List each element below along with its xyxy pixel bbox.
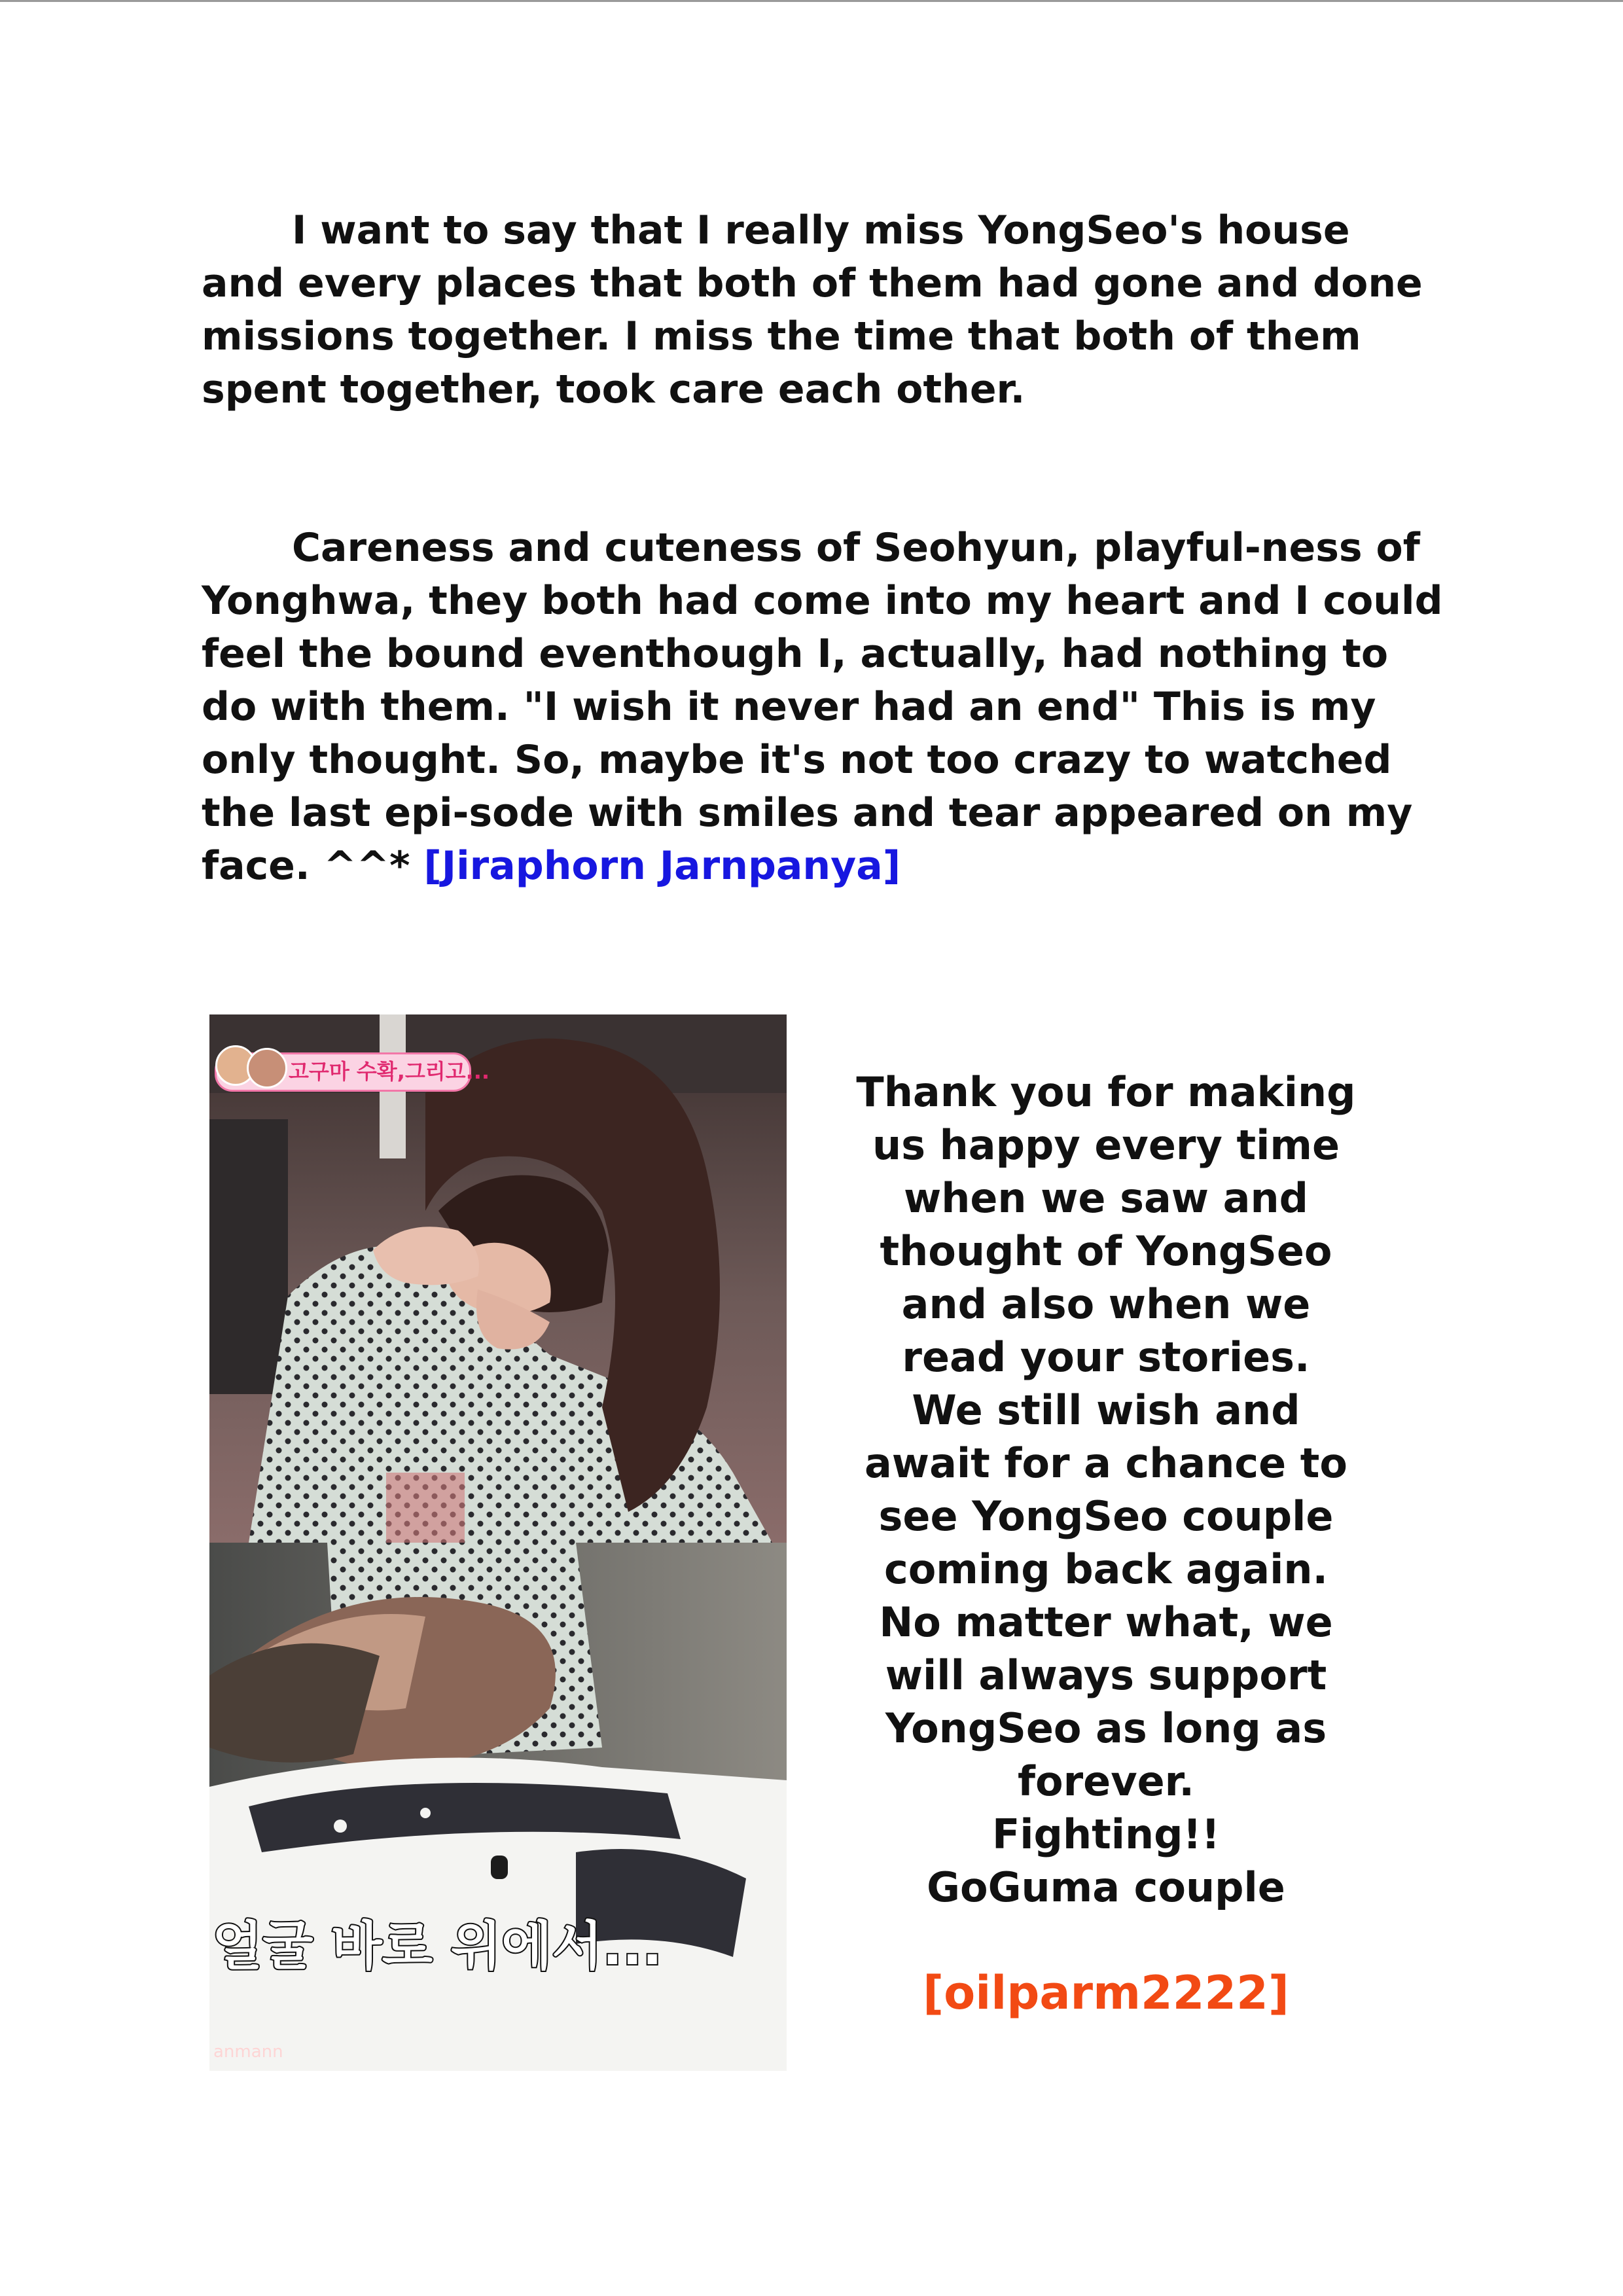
thanks-line: us happy every time: [872, 1121, 1340, 1169]
thanks-line: await for a chance to: [864, 1439, 1348, 1487]
couple-photo-collage: [209, 1014, 787, 2071]
thanks-line: coming back again.: [883, 1545, 1329, 1593]
thanks-line: when we saw and: [903, 1174, 1309, 1222]
thanks-line: GoGuma couple: [927, 1863, 1285, 1911]
photo-bottom-panel: [209, 1543, 787, 2071]
caption-top-badge: [215, 1052, 490, 1092]
author-oilparm: [oilparm2222]: [923, 1966, 1289, 2020]
thanks-line: see YongSeo couple: [878, 1492, 1334, 1540]
thanks-line: We still wish and: [912, 1386, 1300, 1434]
paragraph-careness: [202, 522, 1445, 893]
caption-bottom-text: 얼굴 바로 위에서...: [212, 1916, 662, 1977]
thanks-line: read your stories.: [902, 1333, 1310, 1381]
top-border-line: [0, 0, 1623, 2]
photo-top-panel: [209, 1014, 787, 1543]
avatar-girl: [247, 1048, 287, 1088]
spacer: [779, 1914, 1433, 1967]
paragraph-careness-text: Careness and cuteness of Seohyun, playful-ness of Yonghwa, they both had come into my heart and I could feel the bound eventhough I, actually, had nothing to do with them. "I wish it never had an end" This is my only thought. So, maybe it's not too crazy to watched the last epi-sode with smiles and tear appeared on my face. ^^*: [202, 525, 1443, 889]
thanks-line: No matter what, we: [879, 1598, 1333, 1646]
thanks-line: forever.: [1018, 1757, 1194, 1805]
thank-you-message: [779, 1066, 1433, 2020]
caption-top-text: 고구마 수확,그리고...: [289, 1059, 490, 1084]
paragraph-miss-yongseo: I want to say that I really miss YongSeo's house and every places that both of them had gone and done missions together. I miss the time that both of them spent together, took care each other.: [202, 207, 1423, 412]
thanks-line: will always support: [885, 1651, 1327, 1699]
thanks-line: Thank you for making: [856, 1068, 1356, 1116]
thanks-line: thought of YongSeo: [880, 1227, 1332, 1275]
photo-watermark: anmann: [213, 2042, 283, 2062]
thanks-line: and also when we: [901, 1280, 1311, 1328]
thanks-line: YongSeo as long as: [885, 1704, 1327, 1752]
author-jiraphorn: [Jiraphorn Jarnpanya]: [423, 843, 901, 889]
thanks-line: Fighting!!: [991, 1810, 1221, 1858]
